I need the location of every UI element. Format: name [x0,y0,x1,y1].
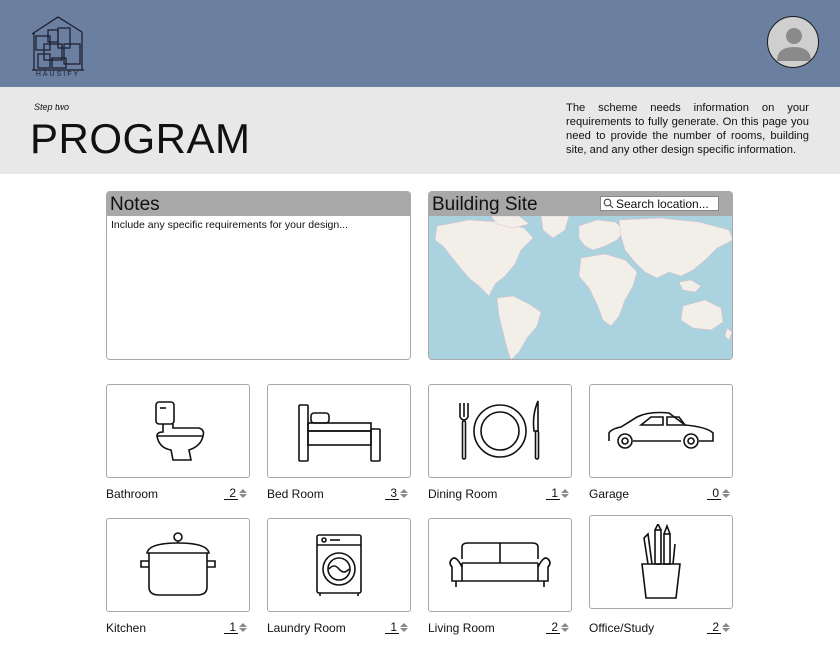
toilet-icon [143,396,213,466]
spinner-icon[interactable] [722,623,730,632]
logo-wordmark: HAUSIFY [35,71,81,78]
room-stepper-bathroom[interactable] [224,487,247,500]
room-label-garage: Garage [589,487,630,501]
car-icon [605,409,717,453]
spinner-icon[interactable] [400,623,408,632]
room-label-office-study: Office/Study [589,621,655,635]
room-stepper-laundry-room[interactable] [385,621,408,634]
spinner-icon[interactable] [561,489,569,498]
room-stepper-office-study[interactable] [707,621,730,634]
room-label-kitchen: Kitchen [106,621,147,635]
spinner-icon[interactable] [239,623,247,632]
plate-cutlery-icon [450,399,550,463]
top-bar [0,0,840,87]
bed-icon [291,399,387,463]
room-stepper-garage[interactable] [707,487,730,500]
user-avatar[interactable] [767,16,819,68]
room-card-office-study[interactable] [589,515,733,609]
world-map[interactable] [429,216,732,360]
page-title: PROGRAM [30,115,251,162]
room-label-bedroom: Bed Room [267,487,324,501]
room-stepper-bedroom[interactable] [385,487,408,500]
washing-machine-icon [314,533,364,597]
location-search-input[interactable] [614,197,716,211]
room-count-office-study[interactable]: 2 [707,621,721,634]
room-card-laundry-room[interactable] [267,518,411,612]
room-count-bedroom[interactable]: 3 [385,487,399,500]
notes-title: Notes [107,192,410,216]
room-label-dining-room: Dining Room [428,487,498,501]
search-icon [603,198,614,209]
room-card-dining-room[interactable] [428,384,572,478]
room-count-living-room[interactable]: 2 [546,621,560,634]
notes-panel [106,191,411,360]
spinner-icon[interactable] [561,623,569,632]
room-label-bathroom: Bathroom [106,487,159,501]
page-description: The scheme needs information on your requirements to fully generate. On this page you need to provide the number of rooms, building site, and any other design specific information. [566,102,809,156]
room-label-laundry-room: Laundry Room [267,621,346,635]
room-label-living-room: Living Room [428,621,495,635]
step-indicator: Step two [34,102,70,112]
building-site-panel [428,191,733,360]
room-card-kitchen[interactable] [106,518,250,612]
spinner-icon[interactable] [722,489,730,498]
world-map-graphic [429,216,733,360]
room-count-kitchen[interactable]: 1 [224,621,238,634]
room-card-bathroom[interactable] [106,384,250,478]
sofa-icon [448,541,552,589]
room-card-garage[interactable] [589,384,733,478]
hausify-logo[interactable] [30,14,86,80]
room-count-laundry-room[interactable]: 1 [385,621,399,634]
building-site-title: Building Site [432,194,538,215]
room-card-living-room[interactable] [428,518,572,612]
spinner-icon[interactable] [400,489,408,498]
room-count-garage[interactable]: 0 [707,487,721,500]
spinner-icon[interactable] [239,489,247,498]
cooking-pot-icon [135,531,221,599]
building-site-header [429,192,732,216]
pen-holder-icon [638,524,684,600]
room-stepper-living-room[interactable] [546,621,569,634]
page-header [0,87,840,174]
notes-textarea[interactable] [107,216,410,359]
location-search[interactable] [600,196,719,211]
room-stepper-kitchen[interactable] [224,621,247,634]
room-count-bathroom[interactable]: 2 [224,487,238,500]
room-stepper-dining-room[interactable] [546,487,569,500]
room-count-dining-room[interactable]: 1 [546,487,560,500]
room-card-bedroom[interactable] [267,384,411,478]
house-logo-icon [30,14,86,72]
user-icon [768,17,819,68]
